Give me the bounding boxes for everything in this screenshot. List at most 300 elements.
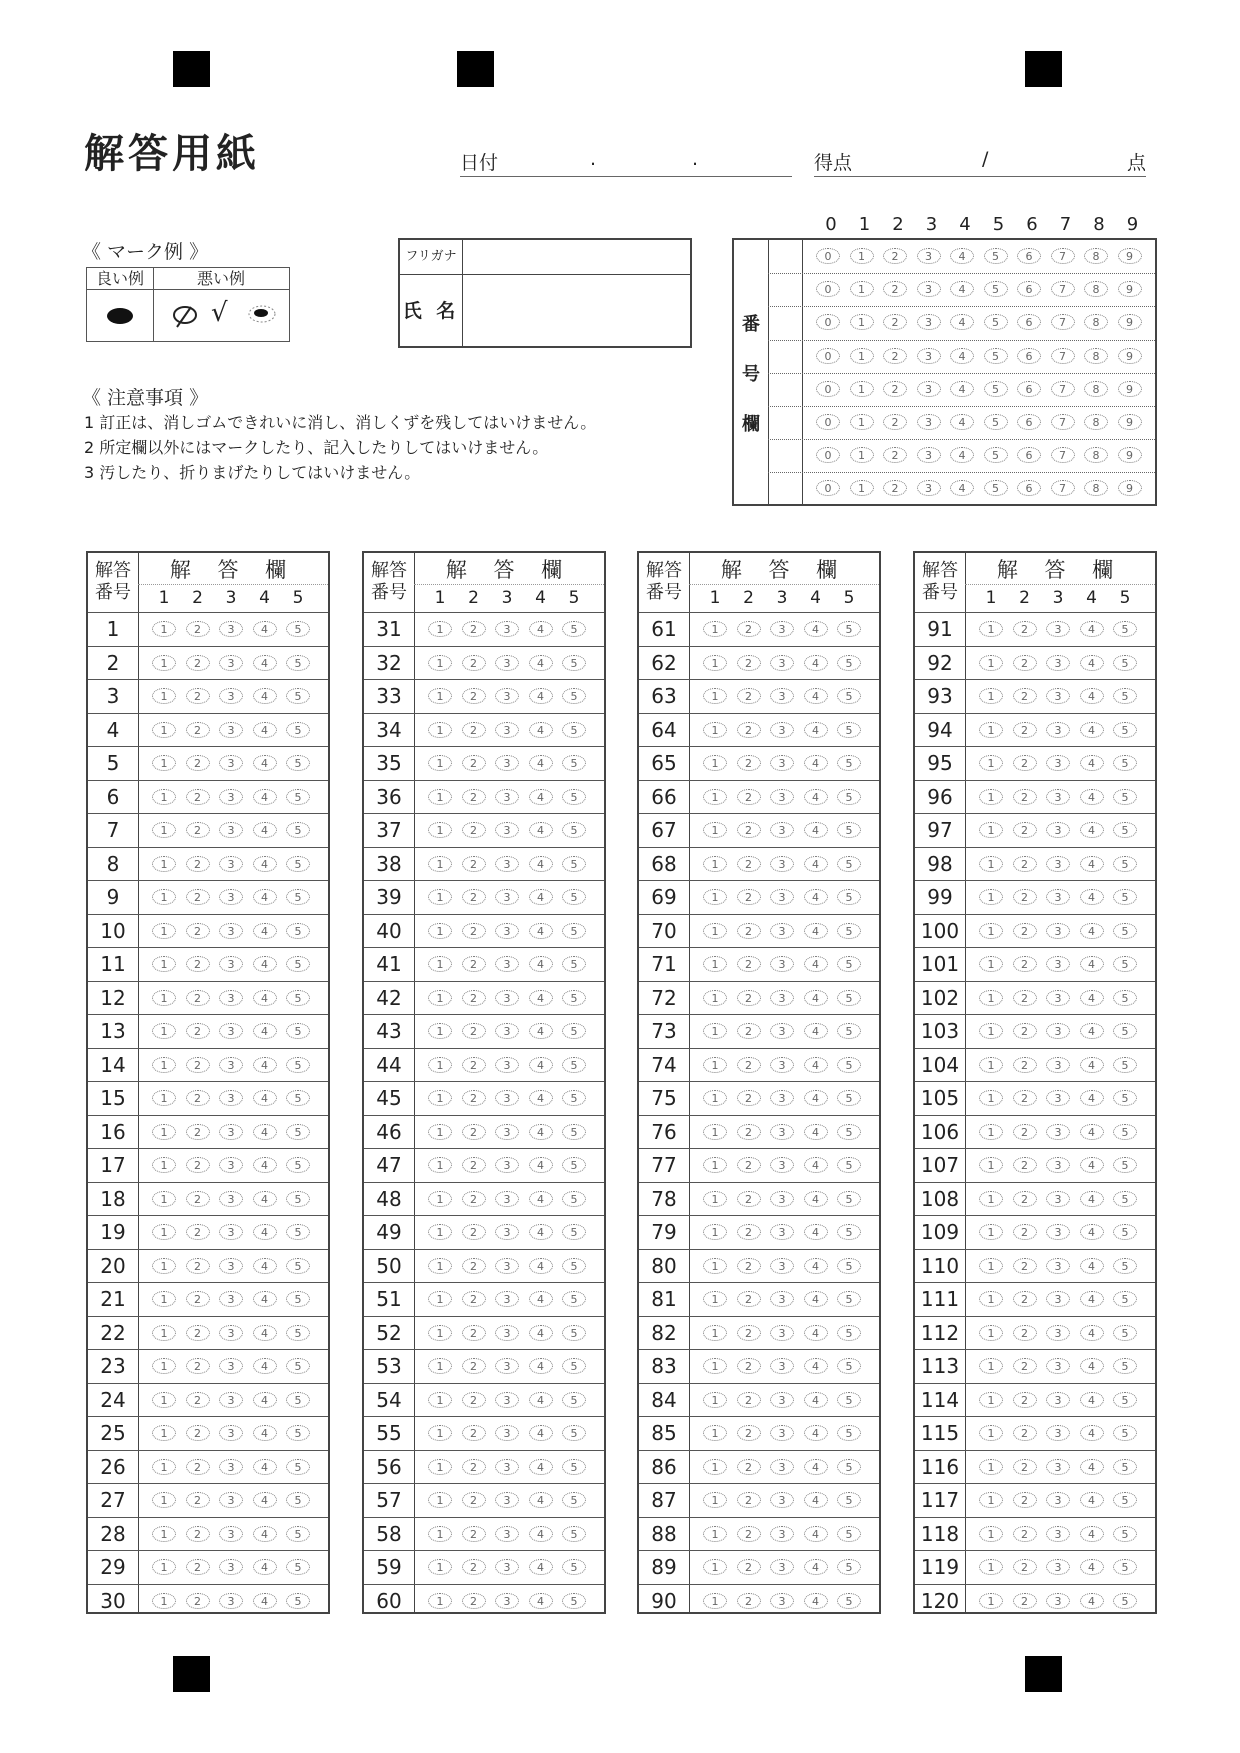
answer-bubble[interactable]: 3 xyxy=(219,1157,243,1173)
answer-bubble[interactable]: 4 xyxy=(1080,1258,1104,1274)
answer-bubble[interactable]: 4 xyxy=(804,1258,828,1274)
answer-bubble[interactable]: 5 xyxy=(286,789,310,805)
answer-bubble[interactable]: 5 xyxy=(837,1459,861,1475)
answer-bubble[interactable]: 5 xyxy=(286,1057,310,1073)
answer-bubble[interactable]: 1 xyxy=(152,1392,176,1408)
answer-bubble[interactable]: 4 xyxy=(804,688,828,704)
answer-bubble[interactable]: 2 xyxy=(462,1526,486,1542)
id-digit-bubble[interactable]: 6 xyxy=(1017,414,1041,430)
answer-bubble[interactable]: 5 xyxy=(837,1325,861,1341)
answer-bubble[interactable]: 3 xyxy=(770,655,794,671)
answer-bubble[interactable]: 2 xyxy=(1013,1425,1037,1441)
answer-bubble[interactable]: 5 xyxy=(562,956,586,972)
answer-bubble[interactable]: 5 xyxy=(1113,990,1137,1006)
answer-bubble[interactable]: 2 xyxy=(462,856,486,872)
answer-bubble[interactable]: 2 xyxy=(462,1325,486,1341)
answer-bubble[interactable]: 3 xyxy=(770,1291,794,1307)
answer-bubble[interactable]: 1 xyxy=(152,856,176,872)
id-digit-bubble[interactable]: 9 xyxy=(1118,248,1142,264)
answer-bubble[interactable]: 1 xyxy=(428,1090,452,1106)
answer-bubble[interactable]: 4 xyxy=(1080,889,1104,905)
answer-bubble[interactable]: 3 xyxy=(1046,822,1070,838)
answer-bubble[interactable]: 5 xyxy=(1113,956,1137,972)
answer-bubble[interactable]: 1 xyxy=(703,1392,727,1408)
answer-bubble[interactable]: 4 xyxy=(1080,755,1104,771)
answer-bubble[interactable]: 4 xyxy=(1080,722,1104,738)
id-digit-bubble[interactable]: 6 xyxy=(1017,447,1041,463)
answer-bubble[interactable]: 5 xyxy=(286,755,310,771)
answer-bubble[interactable]: 3 xyxy=(770,722,794,738)
answer-bubble[interactable]: 5 xyxy=(286,621,310,637)
answer-bubble[interactable]: 5 xyxy=(286,1459,310,1475)
answer-bubble[interactable]: 3 xyxy=(770,1124,794,1140)
answer-bubble[interactable]: 2 xyxy=(186,889,210,905)
answer-bubble[interactable]: 3 xyxy=(770,1325,794,1341)
answer-bubble[interactable]: 5 xyxy=(837,1526,861,1542)
answer-bubble[interactable]: 2 xyxy=(737,856,761,872)
answer-bubble[interactable]: 2 xyxy=(737,1593,761,1609)
answer-bubble[interactable]: 3 xyxy=(770,889,794,905)
id-digit-bubble[interactable]: 3 xyxy=(917,480,941,496)
id-digit-bubble[interactable]: 7 xyxy=(1051,348,1075,364)
answer-bubble[interactable]: 1 xyxy=(979,1459,1003,1475)
answer-bubble[interactable]: 3 xyxy=(219,722,243,738)
answer-bubble[interactable]: 5 xyxy=(1113,1057,1137,1073)
answer-bubble[interactable]: 1 xyxy=(428,1526,452,1542)
id-digit-bubble[interactable]: 6 xyxy=(1017,281,1041,297)
answer-bubble[interactable]: 5 xyxy=(1113,621,1137,637)
answer-bubble[interactable]: 4 xyxy=(1080,1526,1104,1542)
answer-bubble[interactable]: 2 xyxy=(462,1425,486,1441)
answer-bubble[interactable]: 2 xyxy=(1013,1291,1037,1307)
answer-bubble[interactable]: 1 xyxy=(152,1425,176,1441)
answer-bubble[interactable]: 4 xyxy=(529,1392,553,1408)
answer-bubble[interactable]: 5 xyxy=(286,1191,310,1207)
answer-bubble[interactable]: 1 xyxy=(979,889,1003,905)
id-digit-bubble[interactable]: 1 xyxy=(850,447,874,463)
answer-bubble[interactable]: 1 xyxy=(152,1258,176,1274)
answer-bubble[interactable]: 4 xyxy=(253,1459,277,1475)
id-digit-bubble[interactable]: 0 xyxy=(816,248,840,264)
answer-bubble[interactable]: 3 xyxy=(495,789,519,805)
answer-bubble[interactable]: 4 xyxy=(529,1023,553,1039)
answer-bubble[interactable]: 4 xyxy=(804,1459,828,1475)
answer-bubble[interactable]: 1 xyxy=(979,1124,1003,1140)
answer-bubble[interactable]: 4 xyxy=(529,1157,553,1173)
answer-bubble[interactable]: 5 xyxy=(1113,1124,1137,1140)
answer-bubble[interactable]: 3 xyxy=(1046,1090,1070,1106)
answer-bubble[interactable]: 1 xyxy=(152,688,176,704)
answer-bubble[interactable]: 3 xyxy=(495,1057,519,1073)
answer-bubble[interactable]: 1 xyxy=(979,923,1003,939)
answer-bubble[interactable]: 4 xyxy=(1080,1492,1104,1508)
answer-bubble[interactable]: 1 xyxy=(979,856,1003,872)
answer-bubble[interactable]: 3 xyxy=(770,1593,794,1609)
answer-bubble[interactable]: 4 xyxy=(529,1459,553,1475)
id-digit-bubble[interactable]: 7 xyxy=(1051,480,1075,496)
answer-bubble[interactable]: 1 xyxy=(703,1124,727,1140)
answer-bubble[interactable]: 2 xyxy=(1013,789,1037,805)
answer-bubble[interactable]: 1 xyxy=(979,1057,1003,1073)
answer-bubble[interactable]: 5 xyxy=(837,688,861,704)
answer-bubble[interactable]: 2 xyxy=(186,1459,210,1475)
answer-bubble[interactable]: 5 xyxy=(1113,755,1137,771)
answer-bubble[interactable]: 5 xyxy=(562,722,586,738)
answer-bubble[interactable]: 5 xyxy=(562,1325,586,1341)
answer-bubble[interactable]: 1 xyxy=(979,822,1003,838)
answer-bubble[interactable]: 3 xyxy=(770,1492,794,1508)
answer-bubble[interactable]: 1 xyxy=(428,1492,452,1508)
answer-bubble[interactable]: 3 xyxy=(1046,1224,1070,1240)
answer-bubble[interactable]: 1 xyxy=(703,755,727,771)
answer-bubble[interactable]: 4 xyxy=(529,1325,553,1341)
answer-bubble[interactable]: 2 xyxy=(1013,923,1037,939)
answer-bubble[interactable]: 3 xyxy=(219,755,243,771)
answer-bubble[interactable]: 4 xyxy=(804,1157,828,1173)
answer-bubble[interactable]: 3 xyxy=(219,1358,243,1374)
answer-bubble[interactable]: 5 xyxy=(1113,1023,1137,1039)
id-digit-bubble[interactable]: 3 xyxy=(917,348,941,364)
answer-bubble[interactable]: 5 xyxy=(562,1559,586,1575)
answer-bubble[interactable]: 5 xyxy=(562,688,586,704)
answer-bubble[interactable]: 5 xyxy=(562,1258,586,1274)
answer-bubble[interactable]: 4 xyxy=(529,990,553,1006)
answer-bubble[interactable]: 2 xyxy=(462,1157,486,1173)
answer-bubble[interactable]: 5 xyxy=(1113,822,1137,838)
answer-bubble[interactable]: 1 xyxy=(152,1559,176,1575)
answer-bubble[interactable]: 1 xyxy=(979,1425,1003,1441)
answer-bubble[interactable]: 2 xyxy=(462,1258,486,1274)
answer-bubble[interactable]: 5 xyxy=(286,1325,310,1341)
answer-bubble[interactable]: 4 xyxy=(529,1425,553,1441)
answer-bubble[interactable]: 5 xyxy=(837,1191,861,1207)
answer-bubble[interactable]: 5 xyxy=(286,1526,310,1542)
answer-bubble[interactable]: 5 xyxy=(1113,1191,1137,1207)
answer-bubble[interactable]: 4 xyxy=(529,822,553,838)
answer-bubble[interactable]: 1 xyxy=(703,956,727,972)
answer-bubble[interactable]: 3 xyxy=(1046,923,1070,939)
answer-bubble[interactable]: 4 xyxy=(804,1291,828,1307)
answer-bubble[interactable]: 2 xyxy=(462,1090,486,1106)
answer-bubble[interactable]: 5 xyxy=(562,655,586,671)
answer-bubble[interactable]: 5 xyxy=(837,1559,861,1575)
answer-bubble[interactable]: 1 xyxy=(979,1090,1003,1106)
answer-bubble[interactable]: 4 xyxy=(804,789,828,805)
answer-bubble[interactable]: 4 xyxy=(529,1291,553,1307)
answer-bubble[interactable]: 1 xyxy=(703,1559,727,1575)
answer-bubble[interactable]: 4 xyxy=(253,1526,277,1542)
answer-bubble[interactable]: 5 xyxy=(286,1425,310,1441)
answer-bubble[interactable]: 5 xyxy=(286,1358,310,1374)
answer-bubble[interactable]: 1 xyxy=(428,1224,452,1240)
answer-bubble[interactable]: 3 xyxy=(219,822,243,838)
answer-bubble[interactable]: 3 xyxy=(1046,1459,1070,1475)
answer-bubble[interactable]: 5 xyxy=(1113,1157,1137,1173)
answer-bubble[interactable]: 3 xyxy=(1046,1492,1070,1508)
answer-bubble[interactable]: 5 xyxy=(286,1224,310,1240)
answer-bubble[interactable]: 2 xyxy=(186,822,210,838)
id-digit-bubble[interactable]: 7 xyxy=(1051,281,1075,297)
answer-bubble[interactable]: 5 xyxy=(562,1526,586,1542)
answer-bubble[interactable]: 4 xyxy=(529,856,553,872)
answer-bubble[interactable]: 2 xyxy=(737,789,761,805)
id-digit-bubble[interactable]: 4 xyxy=(950,480,974,496)
answer-bubble[interactable]: 4 xyxy=(253,1392,277,1408)
answer-bubble[interactable]: 3 xyxy=(495,990,519,1006)
id-digit-bubble[interactable]: 7 xyxy=(1051,248,1075,264)
answer-bubble[interactable]: 4 xyxy=(804,889,828,905)
answer-bubble[interactable]: 2 xyxy=(1013,755,1037,771)
answer-bubble[interactable]: 3 xyxy=(770,1459,794,1475)
answer-bubble[interactable]: 2 xyxy=(186,655,210,671)
answer-bubble[interactable]: 2 xyxy=(737,1492,761,1508)
answer-bubble[interactable]: 4 xyxy=(804,755,828,771)
answer-bubble[interactable]: 4 xyxy=(529,1526,553,1542)
answer-bubble[interactable]: 3 xyxy=(1046,1593,1070,1609)
answer-bubble[interactable]: 1 xyxy=(428,1124,452,1140)
answer-bubble[interactable]: 3 xyxy=(219,621,243,637)
answer-bubble[interactable]: 2 xyxy=(186,1325,210,1341)
answer-bubble[interactable]: 5 xyxy=(562,889,586,905)
answer-bubble[interactable]: 3 xyxy=(770,1157,794,1173)
answer-bubble[interactable]: 1 xyxy=(152,722,176,738)
id-digit-bubble[interactable]: 1 xyxy=(850,480,874,496)
answer-bubble[interactable]: 4 xyxy=(804,722,828,738)
answer-bubble[interactable]: 2 xyxy=(1013,1057,1037,1073)
answer-bubble[interactable]: 3 xyxy=(1046,621,1070,637)
answer-bubble[interactable]: 5 xyxy=(286,1593,310,1609)
answer-bubble[interactable]: 2 xyxy=(186,1559,210,1575)
answer-bubble[interactable]: 2 xyxy=(737,688,761,704)
answer-bubble[interactable]: 4 xyxy=(804,1191,828,1207)
answer-bubble[interactable]: 1 xyxy=(428,856,452,872)
answer-bubble[interactable]: 3 xyxy=(770,822,794,838)
answer-bubble[interactable]: 4 xyxy=(253,1559,277,1575)
answer-bubble[interactable]: 2 xyxy=(186,1057,210,1073)
answer-bubble[interactable]: 3 xyxy=(495,1224,519,1240)
answer-bubble[interactable]: 4 xyxy=(253,1258,277,1274)
answer-bubble[interactable]: 3 xyxy=(1046,856,1070,872)
answer-bubble[interactable]: 2 xyxy=(186,856,210,872)
answer-bubble[interactable]: 1 xyxy=(979,1258,1003,1274)
id-digit-bubble[interactable]: 2 xyxy=(883,314,907,330)
answer-bubble[interactable]: 4 xyxy=(529,1258,553,1274)
answer-bubble[interactable]: 4 xyxy=(1080,1124,1104,1140)
answer-bubble[interactable]: 5 xyxy=(562,1090,586,1106)
answer-bubble[interactable]: 2 xyxy=(1013,856,1037,872)
id-digit-bubble[interactable]: 1 xyxy=(850,348,874,364)
answer-bubble[interactable]: 5 xyxy=(286,722,310,738)
answer-bubble[interactable]: 3 xyxy=(495,822,519,838)
answer-bubble[interactable]: 5 xyxy=(1113,1559,1137,1575)
answer-bubble[interactable]: 1 xyxy=(979,789,1003,805)
answer-bubble[interactable]: 1 xyxy=(428,923,452,939)
answer-bubble[interactable]: 4 xyxy=(1080,856,1104,872)
answer-bubble[interactable]: 5 xyxy=(562,755,586,771)
answer-bubble[interactable]: 2 xyxy=(462,923,486,939)
id-digit-bubble[interactable]: 5 xyxy=(984,414,1008,430)
answer-bubble[interactable]: 4 xyxy=(253,1124,277,1140)
answer-bubble[interactable]: 4 xyxy=(529,1191,553,1207)
answer-bubble[interactable]: 4 xyxy=(529,1057,553,1073)
answer-bubble[interactable]: 5 xyxy=(286,1258,310,1274)
answer-bubble[interactable]: 5 xyxy=(837,990,861,1006)
answer-bubble[interactable]: 4 xyxy=(529,956,553,972)
answer-bubble[interactable]: 1 xyxy=(979,1492,1003,1508)
answer-bubble[interactable]: 4 xyxy=(804,822,828,838)
answer-bubble[interactable]: 3 xyxy=(1046,956,1070,972)
answer-bubble[interactable]: 4 xyxy=(253,1023,277,1039)
answer-bubble[interactable]: 5 xyxy=(837,1090,861,1106)
id-digit-bubble[interactable]: 0 xyxy=(816,314,840,330)
answer-bubble[interactable]: 1 xyxy=(979,655,1003,671)
answer-bubble[interactable]: 3 xyxy=(219,688,243,704)
answer-bubble[interactable]: 3 xyxy=(219,1124,243,1140)
id-digit-bubble[interactable]: 9 xyxy=(1118,414,1142,430)
id-digit-bubble[interactable]: 6 xyxy=(1017,348,1041,364)
answer-bubble[interactable]: 2 xyxy=(462,1459,486,1475)
answer-bubble[interactable]: 2 xyxy=(186,1291,210,1307)
answer-bubble[interactable]: 1 xyxy=(703,722,727,738)
answer-bubble[interactable]: 4 xyxy=(253,1492,277,1508)
answer-bubble[interactable]: 3 xyxy=(1046,1325,1070,1341)
id-digit-bubble[interactable]: 3 xyxy=(917,414,941,430)
answer-bubble[interactable]: 3 xyxy=(219,1291,243,1307)
answer-bubble[interactable]: 5 xyxy=(562,1191,586,1207)
answer-bubble[interactable]: 2 xyxy=(1013,1124,1037,1140)
answer-bubble[interactable]: 3 xyxy=(219,1559,243,1575)
answer-bubble[interactable]: 5 xyxy=(837,655,861,671)
answer-bubble[interactable]: 5 xyxy=(1113,889,1137,905)
answer-bubble[interactable]: 2 xyxy=(186,1191,210,1207)
answer-bubble[interactable]: 2 xyxy=(737,1023,761,1039)
id-digit-bubble[interactable]: 0 xyxy=(816,414,840,430)
answer-bubble[interactable]: 4 xyxy=(529,1559,553,1575)
answer-bubble[interactable]: 1 xyxy=(428,1425,452,1441)
answer-bubble[interactable]: 5 xyxy=(1113,655,1137,671)
answer-bubble[interactable]: 4 xyxy=(529,1358,553,1374)
answer-bubble[interactable]: 2 xyxy=(186,1392,210,1408)
answer-bubble[interactable]: 4 xyxy=(1080,822,1104,838)
answer-bubble[interactable]: 5 xyxy=(837,755,861,771)
answer-bubble[interactable]: 1 xyxy=(152,1291,176,1307)
answer-bubble[interactable]: 4 xyxy=(529,1224,553,1240)
answer-bubble[interactable]: 5 xyxy=(1113,1593,1137,1609)
name-input[interactable] xyxy=(464,276,690,346)
answer-bubble[interactable]: 5 xyxy=(837,822,861,838)
answer-bubble[interactable]: 4 xyxy=(253,1325,277,1341)
answer-bubble[interactable]: 1 xyxy=(703,1526,727,1542)
answer-bubble[interactable]: 4 xyxy=(804,1057,828,1073)
answer-bubble[interactable]: 5 xyxy=(562,1224,586,1240)
answer-bubble[interactable]: 2 xyxy=(1013,1191,1037,1207)
answer-bubble[interactable]: 1 xyxy=(979,621,1003,637)
answer-bubble[interactable]: 4 xyxy=(529,722,553,738)
answer-bubble[interactable]: 1 xyxy=(979,688,1003,704)
answer-bubble[interactable]: 2 xyxy=(737,722,761,738)
answer-bubble[interactable]: 3 xyxy=(219,1325,243,1341)
answer-bubble[interactable]: 2 xyxy=(186,688,210,704)
answer-bubble[interactable]: 5 xyxy=(562,822,586,838)
answer-bubble[interactable]: 5 xyxy=(286,923,310,939)
answer-bubble[interactable]: 1 xyxy=(979,1325,1003,1341)
answer-bubble[interactable]: 2 xyxy=(737,822,761,838)
answer-bubble[interactable]: 3 xyxy=(1046,1526,1070,1542)
answer-bubble[interactable]: 2 xyxy=(1013,1325,1037,1341)
answer-bubble[interactable]: 3 xyxy=(1046,1057,1070,1073)
answer-bubble[interactable]: 3 xyxy=(495,1258,519,1274)
answer-bubble[interactable]: 3 xyxy=(1046,755,1070,771)
answer-bubble[interactable]: 2 xyxy=(1013,889,1037,905)
answer-bubble[interactable]: 4 xyxy=(804,856,828,872)
answer-bubble[interactable]: 3 xyxy=(495,1559,519,1575)
answer-bubble[interactable]: 1 xyxy=(152,1526,176,1542)
id-digit-bubble[interactable]: 7 xyxy=(1051,414,1075,430)
answer-bubble[interactable]: 2 xyxy=(1013,1559,1037,1575)
answer-bubble[interactable]: 2 xyxy=(186,1224,210,1240)
answer-bubble[interactable]: 4 xyxy=(1080,1358,1104,1374)
answer-bubble[interactable]: 4 xyxy=(804,1325,828,1341)
id-digit-bubble[interactable]: 3 xyxy=(917,381,941,397)
id-digit-bubble[interactable]: 4 xyxy=(950,281,974,297)
id-digit-bubble[interactable]: 4 xyxy=(950,381,974,397)
answer-bubble[interactable]: 5 xyxy=(1113,1492,1137,1508)
answer-bubble[interactable]: 3 xyxy=(1046,722,1070,738)
answer-bubble[interactable]: 4 xyxy=(804,1492,828,1508)
answer-bubble[interactable]: 5 xyxy=(562,1124,586,1140)
answer-bubble[interactable]: 5 xyxy=(286,856,310,872)
id-digit-bubble[interactable]: 4 xyxy=(950,314,974,330)
answer-bubble[interactable]: 4 xyxy=(253,1191,277,1207)
answer-bubble[interactable]: 2 xyxy=(186,923,210,939)
answer-bubble[interactable]: 5 xyxy=(286,990,310,1006)
answer-bubble[interactable]: 4 xyxy=(253,990,277,1006)
answer-bubble[interactable]: 3 xyxy=(219,956,243,972)
answer-bubble[interactable]: 4 xyxy=(253,655,277,671)
answer-bubble[interactable]: 4 xyxy=(804,1392,828,1408)
answer-bubble[interactable]: 5 xyxy=(1113,1358,1137,1374)
answer-bubble[interactable]: 2 xyxy=(737,990,761,1006)
answer-bubble[interactable]: 3 xyxy=(495,1090,519,1106)
answer-bubble[interactable]: 2 xyxy=(1013,1090,1037,1106)
answer-bubble[interactable]: 5 xyxy=(562,1291,586,1307)
id-digit-bubble[interactable]: 9 xyxy=(1118,447,1142,463)
answer-bubble[interactable]: 3 xyxy=(770,789,794,805)
answer-bubble[interactable]: 5 xyxy=(286,1291,310,1307)
answer-bubble[interactable]: 5 xyxy=(1113,1224,1137,1240)
id-digit-bubble[interactable]: 4 xyxy=(950,348,974,364)
answer-bubble[interactable]: 3 xyxy=(1046,1559,1070,1575)
answer-bubble[interactable]: 2 xyxy=(1013,688,1037,704)
answer-bubble[interactable]: 5 xyxy=(837,1258,861,1274)
answer-bubble[interactable]: 4 xyxy=(1080,923,1104,939)
answer-bubble[interactable]: 4 xyxy=(1080,1325,1104,1341)
answer-bubble[interactable]: 1 xyxy=(152,1090,176,1106)
id-digit-bubble[interactable]: 7 xyxy=(1051,314,1075,330)
answer-bubble[interactable]: 2 xyxy=(462,1191,486,1207)
answer-bubble[interactable]: 3 xyxy=(1046,789,1070,805)
answer-bubble[interactable]: 3 xyxy=(219,1191,243,1207)
date-field[interactable] xyxy=(460,148,792,177)
answer-bubble[interactable]: 4 xyxy=(804,1526,828,1542)
answer-bubble[interactable]: 2 xyxy=(1013,722,1037,738)
answer-bubble[interactable]: 1 xyxy=(979,1526,1003,1542)
answer-bubble[interactable]: 1 xyxy=(979,1593,1003,1609)
answer-bubble[interactable]: 2 xyxy=(186,1425,210,1441)
answer-bubble[interactable]: 5 xyxy=(562,990,586,1006)
answer-bubble[interactable]: 1 xyxy=(152,1191,176,1207)
id-digit-bubble[interactable]: 2 xyxy=(883,447,907,463)
